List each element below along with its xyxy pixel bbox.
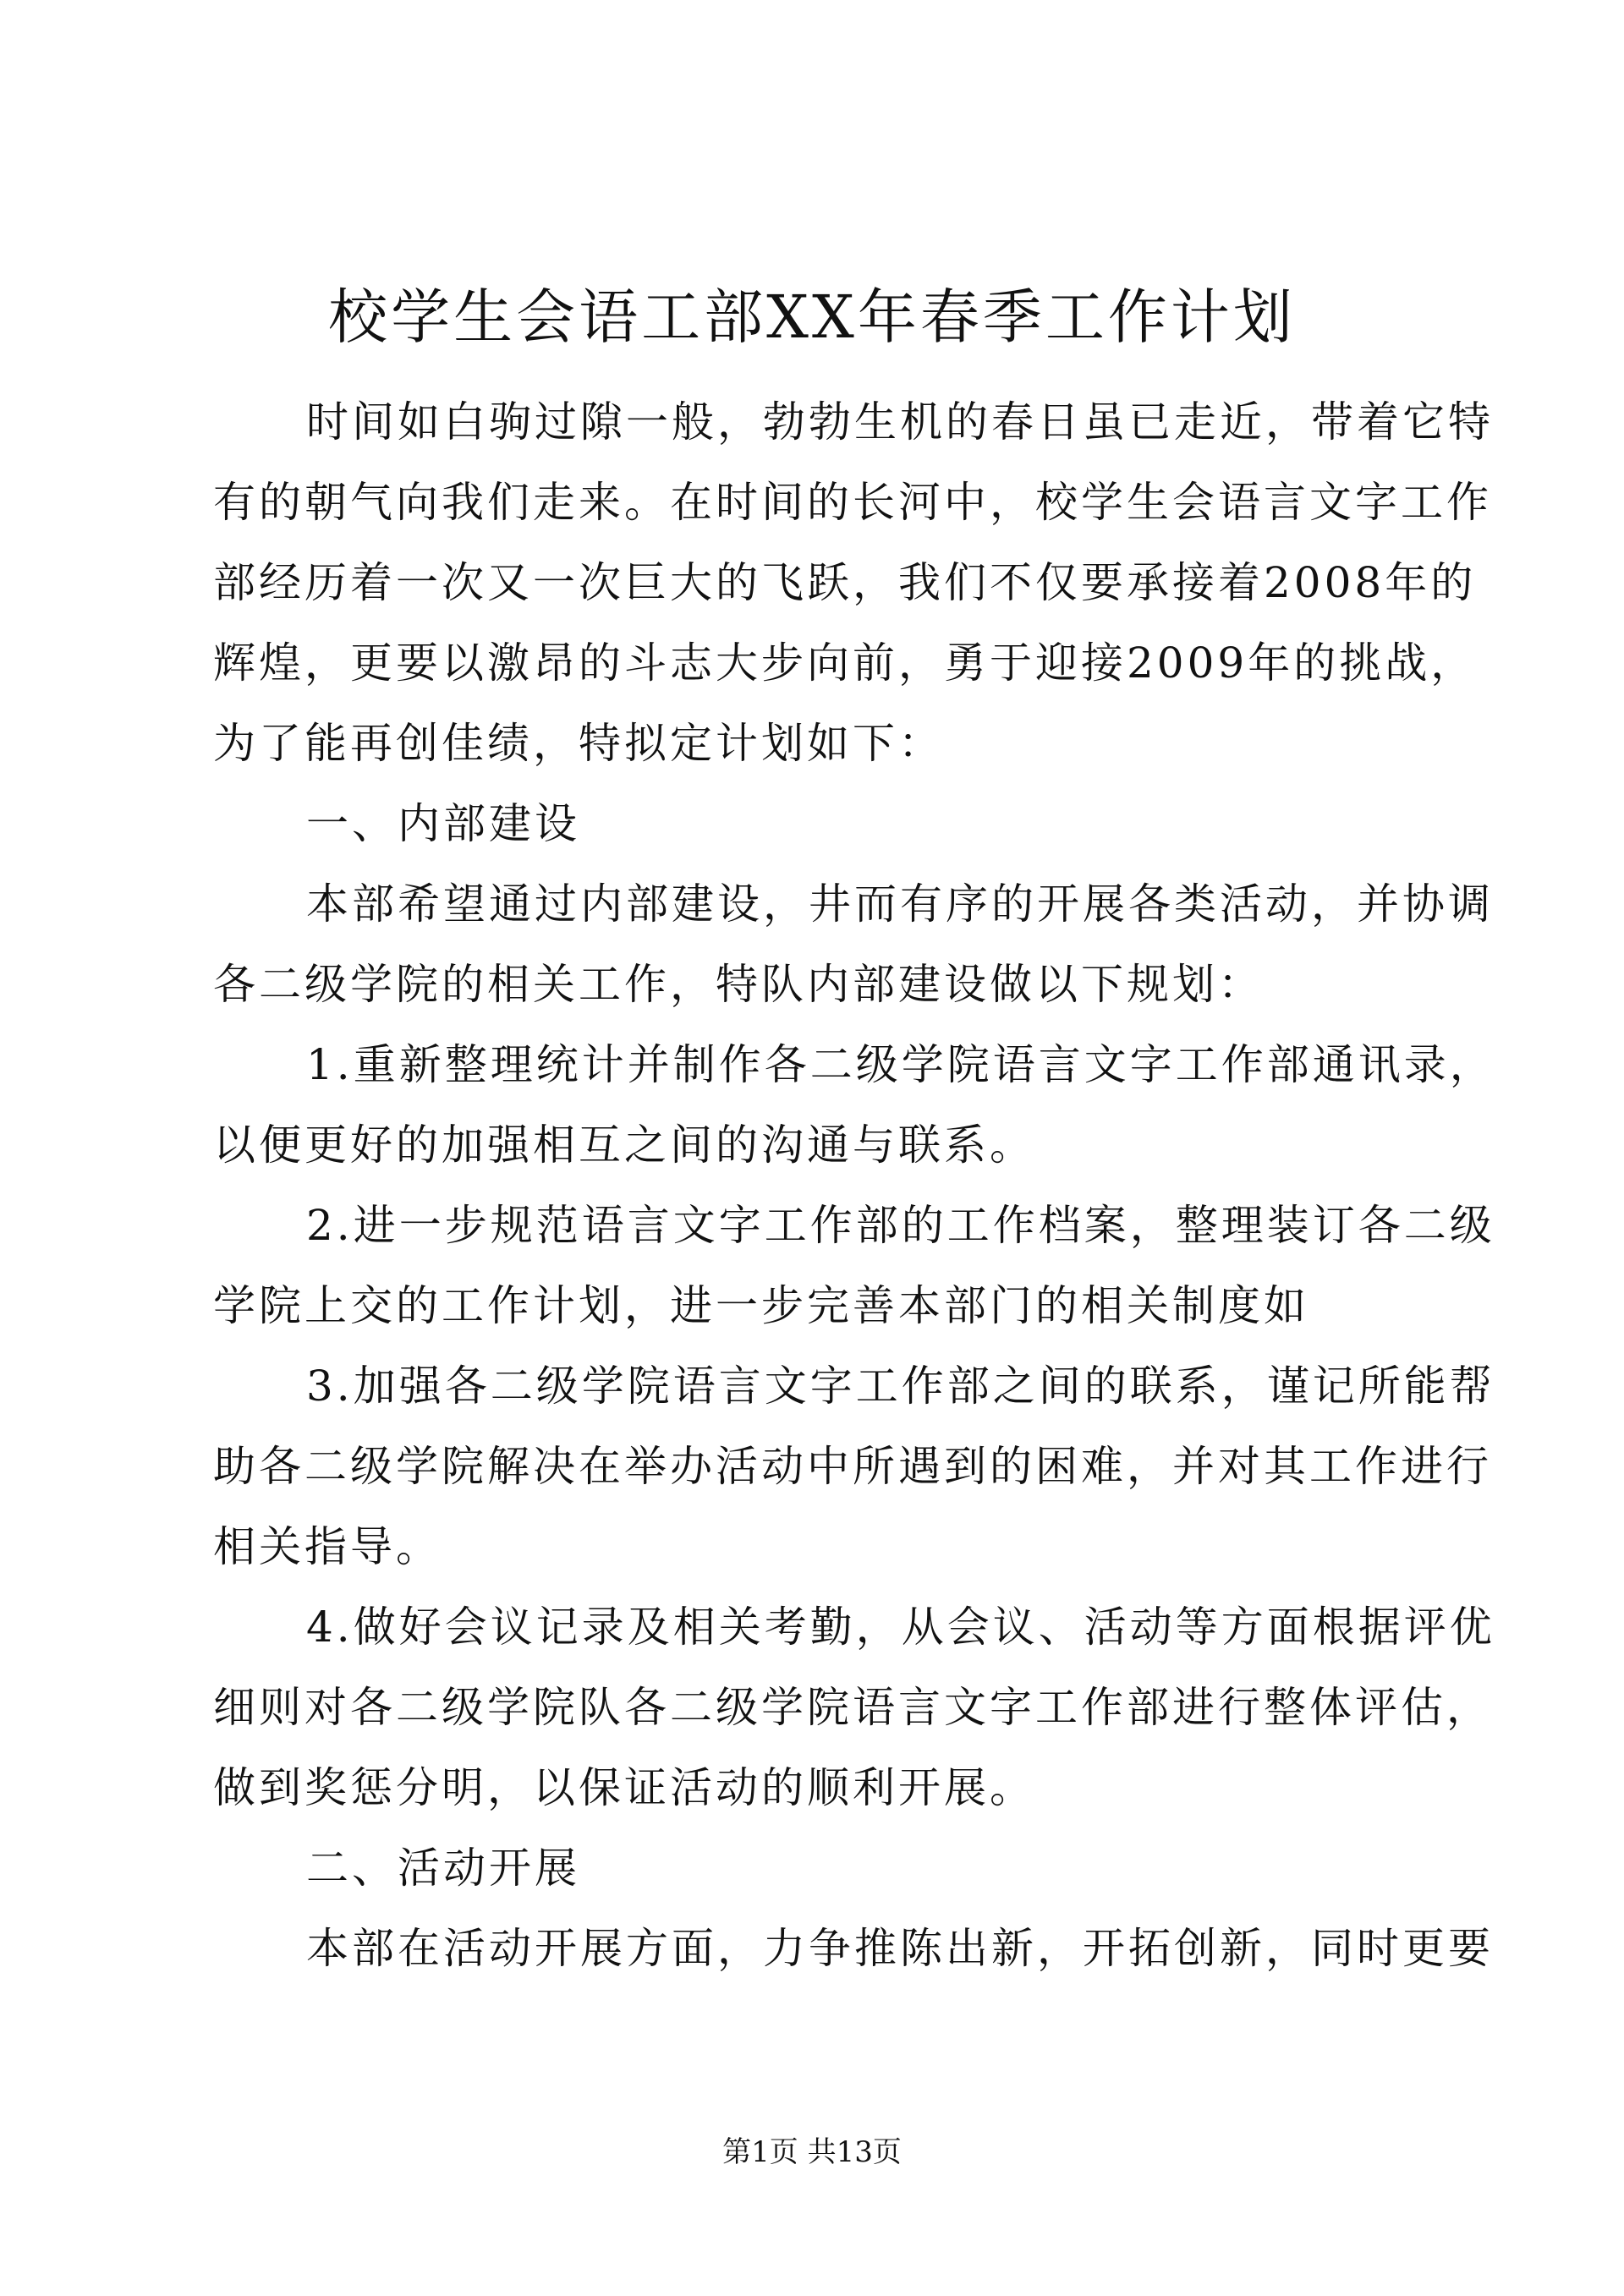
body-text-line: 二、活动开展 (306, 1844, 580, 1893)
body-text-line: 助各二级学院解决在举办活动中所遇到的困难，并对其工作进行 (213, 1442, 1492, 1491)
body-text-line: 3.加强各二级学院语言文字工作部之间的联系，谨记所能帮 (306, 1362, 1495, 1411)
body-text-line: 各二级学院的相关工作，特队内部建设做以下规划： (213, 960, 1264, 1009)
body-text-line: 有的朝气向我们走来。在时间的长河中，校学生会语言文字工作 (213, 478, 1492, 527)
body-text-line: 本部在活动开展方面，力争推陈出新，开拓创新，同时更要 (306, 1924, 1494, 1973)
body-text-line: 1.重新整理统计并制作各二级学院语言文字工作部通讯录， (306, 1040, 1495, 1089)
body-text-line: 相关指导。 (213, 1522, 442, 1571)
body-text-line: 时间如白驹过隙一般，勃勃生机的春日虽已走近，带着它特 (306, 397, 1494, 447)
body-text-line: 学院上交的工作计划，进一步完善本部门的相关制度如 (213, 1281, 1309, 1330)
document-title: 校学生会语工部XX年春季工作计划 (328, 282, 1296, 352)
body-text-line: 细则对各二级学院队各二级学院语言文字工作部进行整体评估， (213, 1683, 1492, 1732)
body-text-line: 2.进一步规范语言文字工作部的工作档案，整理装订各二级 (306, 1201, 1495, 1250)
body-text-line: 以便更好的加强相互之间的沟通与联系。 (213, 1121, 1035, 1170)
body-text-line: 本部希望通过内部建设，井而有序的开展各类活动，并协调 (306, 879, 1494, 929)
body-text-line: 为了能再创佳绩，特拟定计划如下： (213, 719, 944, 768)
body-text-line: 一、内部建设 (306, 799, 580, 848)
body-text-line: 做到奖惩分明，以保证活动的顺利开展。 (213, 1763, 1035, 1812)
body-text-line: 4.做好会议记录及相关考勤，从会议、活动等方面根据评优 (306, 1603, 1495, 1652)
page-footer: 第1页 共13页 (722, 2135, 902, 2169)
body-text-line: 部经历着一次又一次巨大的飞跃，我们不仅要承接着2008年的 (213, 558, 1477, 607)
body-text-line: 辉煌，更要以激昂的斗志大步向前，勇于迎接2009年的挑战， (213, 638, 1477, 688)
